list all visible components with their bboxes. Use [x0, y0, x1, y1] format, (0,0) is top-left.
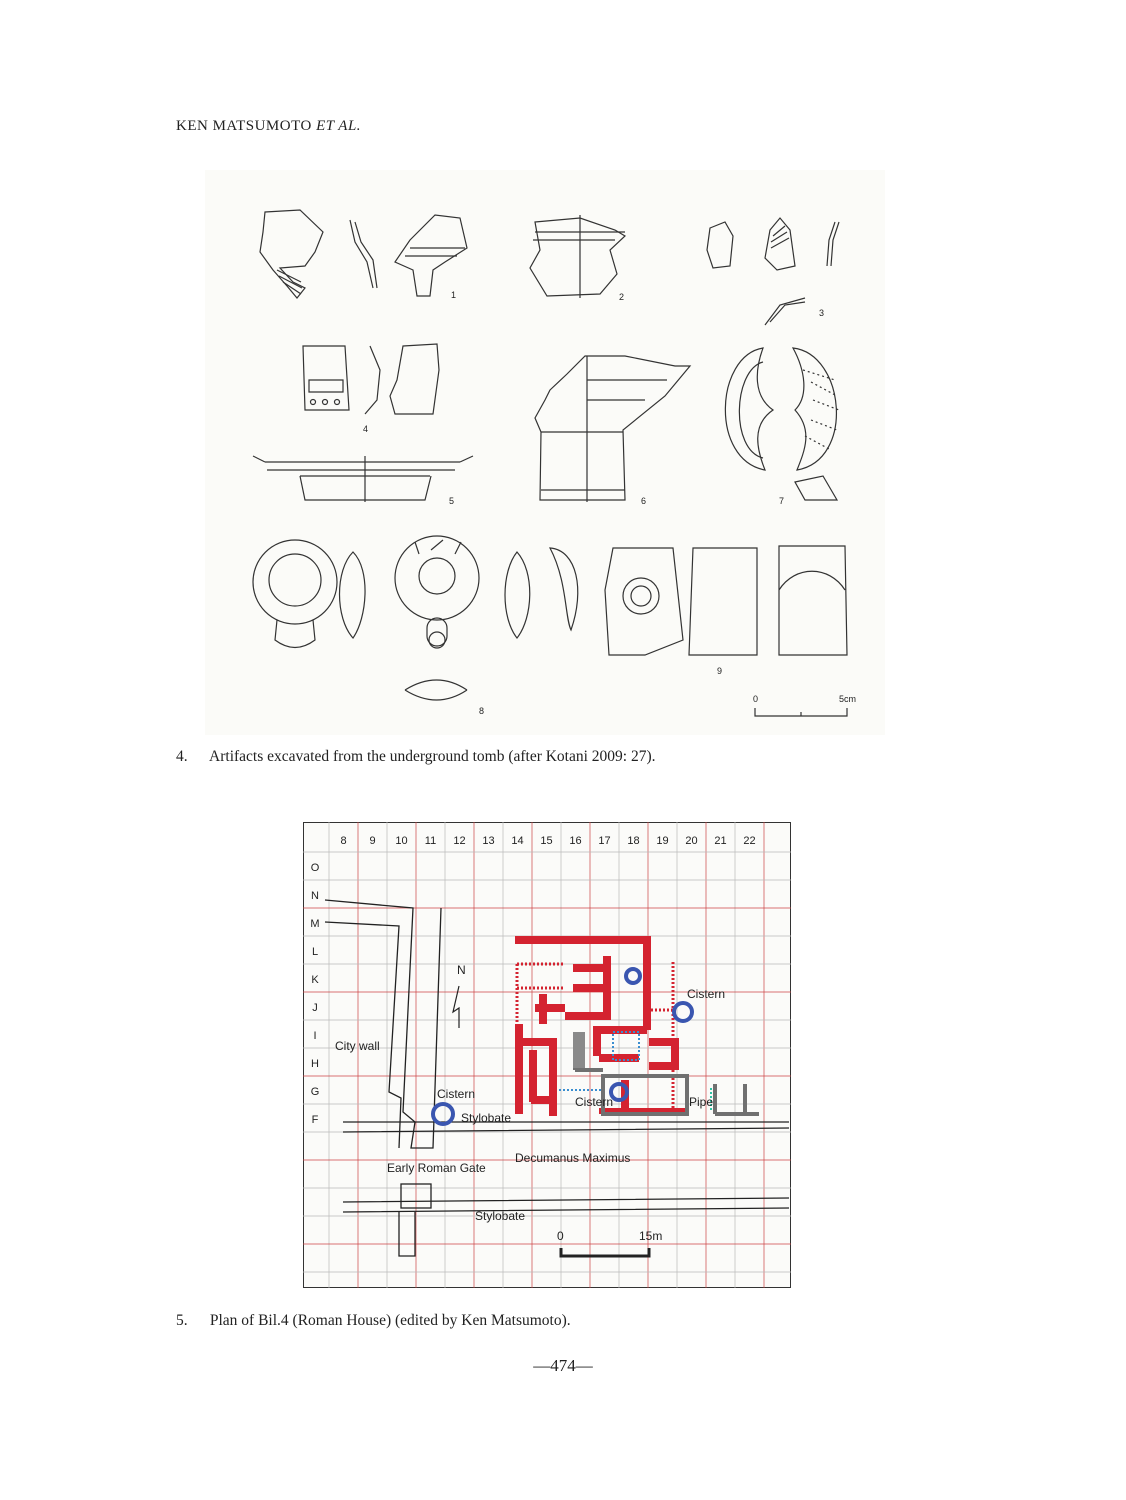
- label-stylobate-lower: Stylobate: [475, 1209, 526, 1223]
- header-author: KEN MATSUMOTO: [176, 118, 312, 134]
- figure-5-caption-text: Plan of Bil.4 (Roman House) (edited by Ken Matsumoto).: [209, 1312, 571, 1329]
- column-label: 18: [627, 835, 640, 847]
- row-label: I: [313, 1030, 317, 1042]
- figure-5-caption: [176, 1312, 571, 1330]
- page-number: —474—: [533, 1356, 593, 1375]
- row-label: L: [311, 946, 319, 958]
- row-label: F: [311, 1114, 319, 1126]
- label-decumanus: Decumanus Maximus: [515, 1151, 631, 1165]
- figure-4-caption-text: Artifacts excavated from the underground tomb (after Kotani 2009: 27).: [209, 748, 656, 765]
- site-plan: [303, 822, 791, 1288]
- figure-4-caption: [176, 748, 656, 766]
- artifact-label-5: 5: [449, 496, 455, 506]
- label-stylobate-upper: Stylobate: [461, 1111, 512, 1125]
- column-label: 20: [685, 835, 698, 847]
- header-etal: ET AL.: [316, 118, 362, 134]
- column-label: 19: [656, 835, 669, 847]
- plan-scale-start: 0: [557, 1229, 564, 1243]
- label-city-wall: City wall: [335, 1039, 380, 1053]
- artifact-drawings: [205, 170, 885, 735]
- column-label: 9: [369, 835, 376, 847]
- artifact-label-3: 3: [819, 308, 825, 318]
- artifact-label-9: 9: [717, 666, 723, 676]
- column-label: 14: [511, 835, 524, 847]
- grey-block: [573, 1032, 585, 1068]
- column-label: 22: [743, 835, 756, 847]
- row-label: M: [310, 918, 320, 930]
- artifact-label-2: 2: [619, 292, 625, 302]
- column-label: 21: [714, 835, 727, 847]
- figure-5-number: 5.: [176, 1312, 188, 1329]
- column-label: 12: [453, 835, 466, 847]
- plan-scale-end: 15m: [639, 1229, 663, 1243]
- artifact-label-6: 6: [641, 496, 647, 506]
- label-cistern-right: Cistern: [687, 987, 726, 1001]
- column-label: 16: [569, 835, 582, 847]
- label-pipe: Pipe: [689, 1095, 714, 1109]
- artifact-label-1: 1: [451, 290, 457, 300]
- row-label: G: [310, 1086, 320, 1098]
- row-label: O: [310, 862, 320, 874]
- artifact-drawings-figure: [205, 170, 885, 735]
- label-cistern-center: Cistern: [575, 1095, 614, 1109]
- column-label: 17: [598, 835, 611, 847]
- row-label: N: [311, 890, 319, 902]
- running-header: [176, 118, 361, 135]
- column-label: 13: [482, 835, 495, 847]
- row-label: H: [311, 1058, 319, 1070]
- column-label: 10: [395, 835, 408, 847]
- scale-end: 5cm: [839, 694, 857, 704]
- column-label: 11: [424, 835, 437, 847]
- column-label: 15: [540, 835, 553, 847]
- row-label: K: [311, 974, 319, 986]
- row-label: J: [312, 1002, 318, 1014]
- figure-4-number: 4.: [176, 748, 188, 765]
- site-plan-figure: [303, 822, 791, 1288]
- scale-start: 0: [753, 694, 759, 704]
- label-gate: Early Roman Gate: [387, 1161, 486, 1175]
- label-north: N: [457, 963, 466, 977]
- artifact-label-8: 8: [479, 706, 485, 716]
- label-cistern-left: Cistern: [437, 1087, 476, 1101]
- column-label: 8: [340, 835, 347, 847]
- artifact-label-4: 4: [363, 424, 369, 434]
- artifact-label-7: 7: [779, 496, 785, 506]
